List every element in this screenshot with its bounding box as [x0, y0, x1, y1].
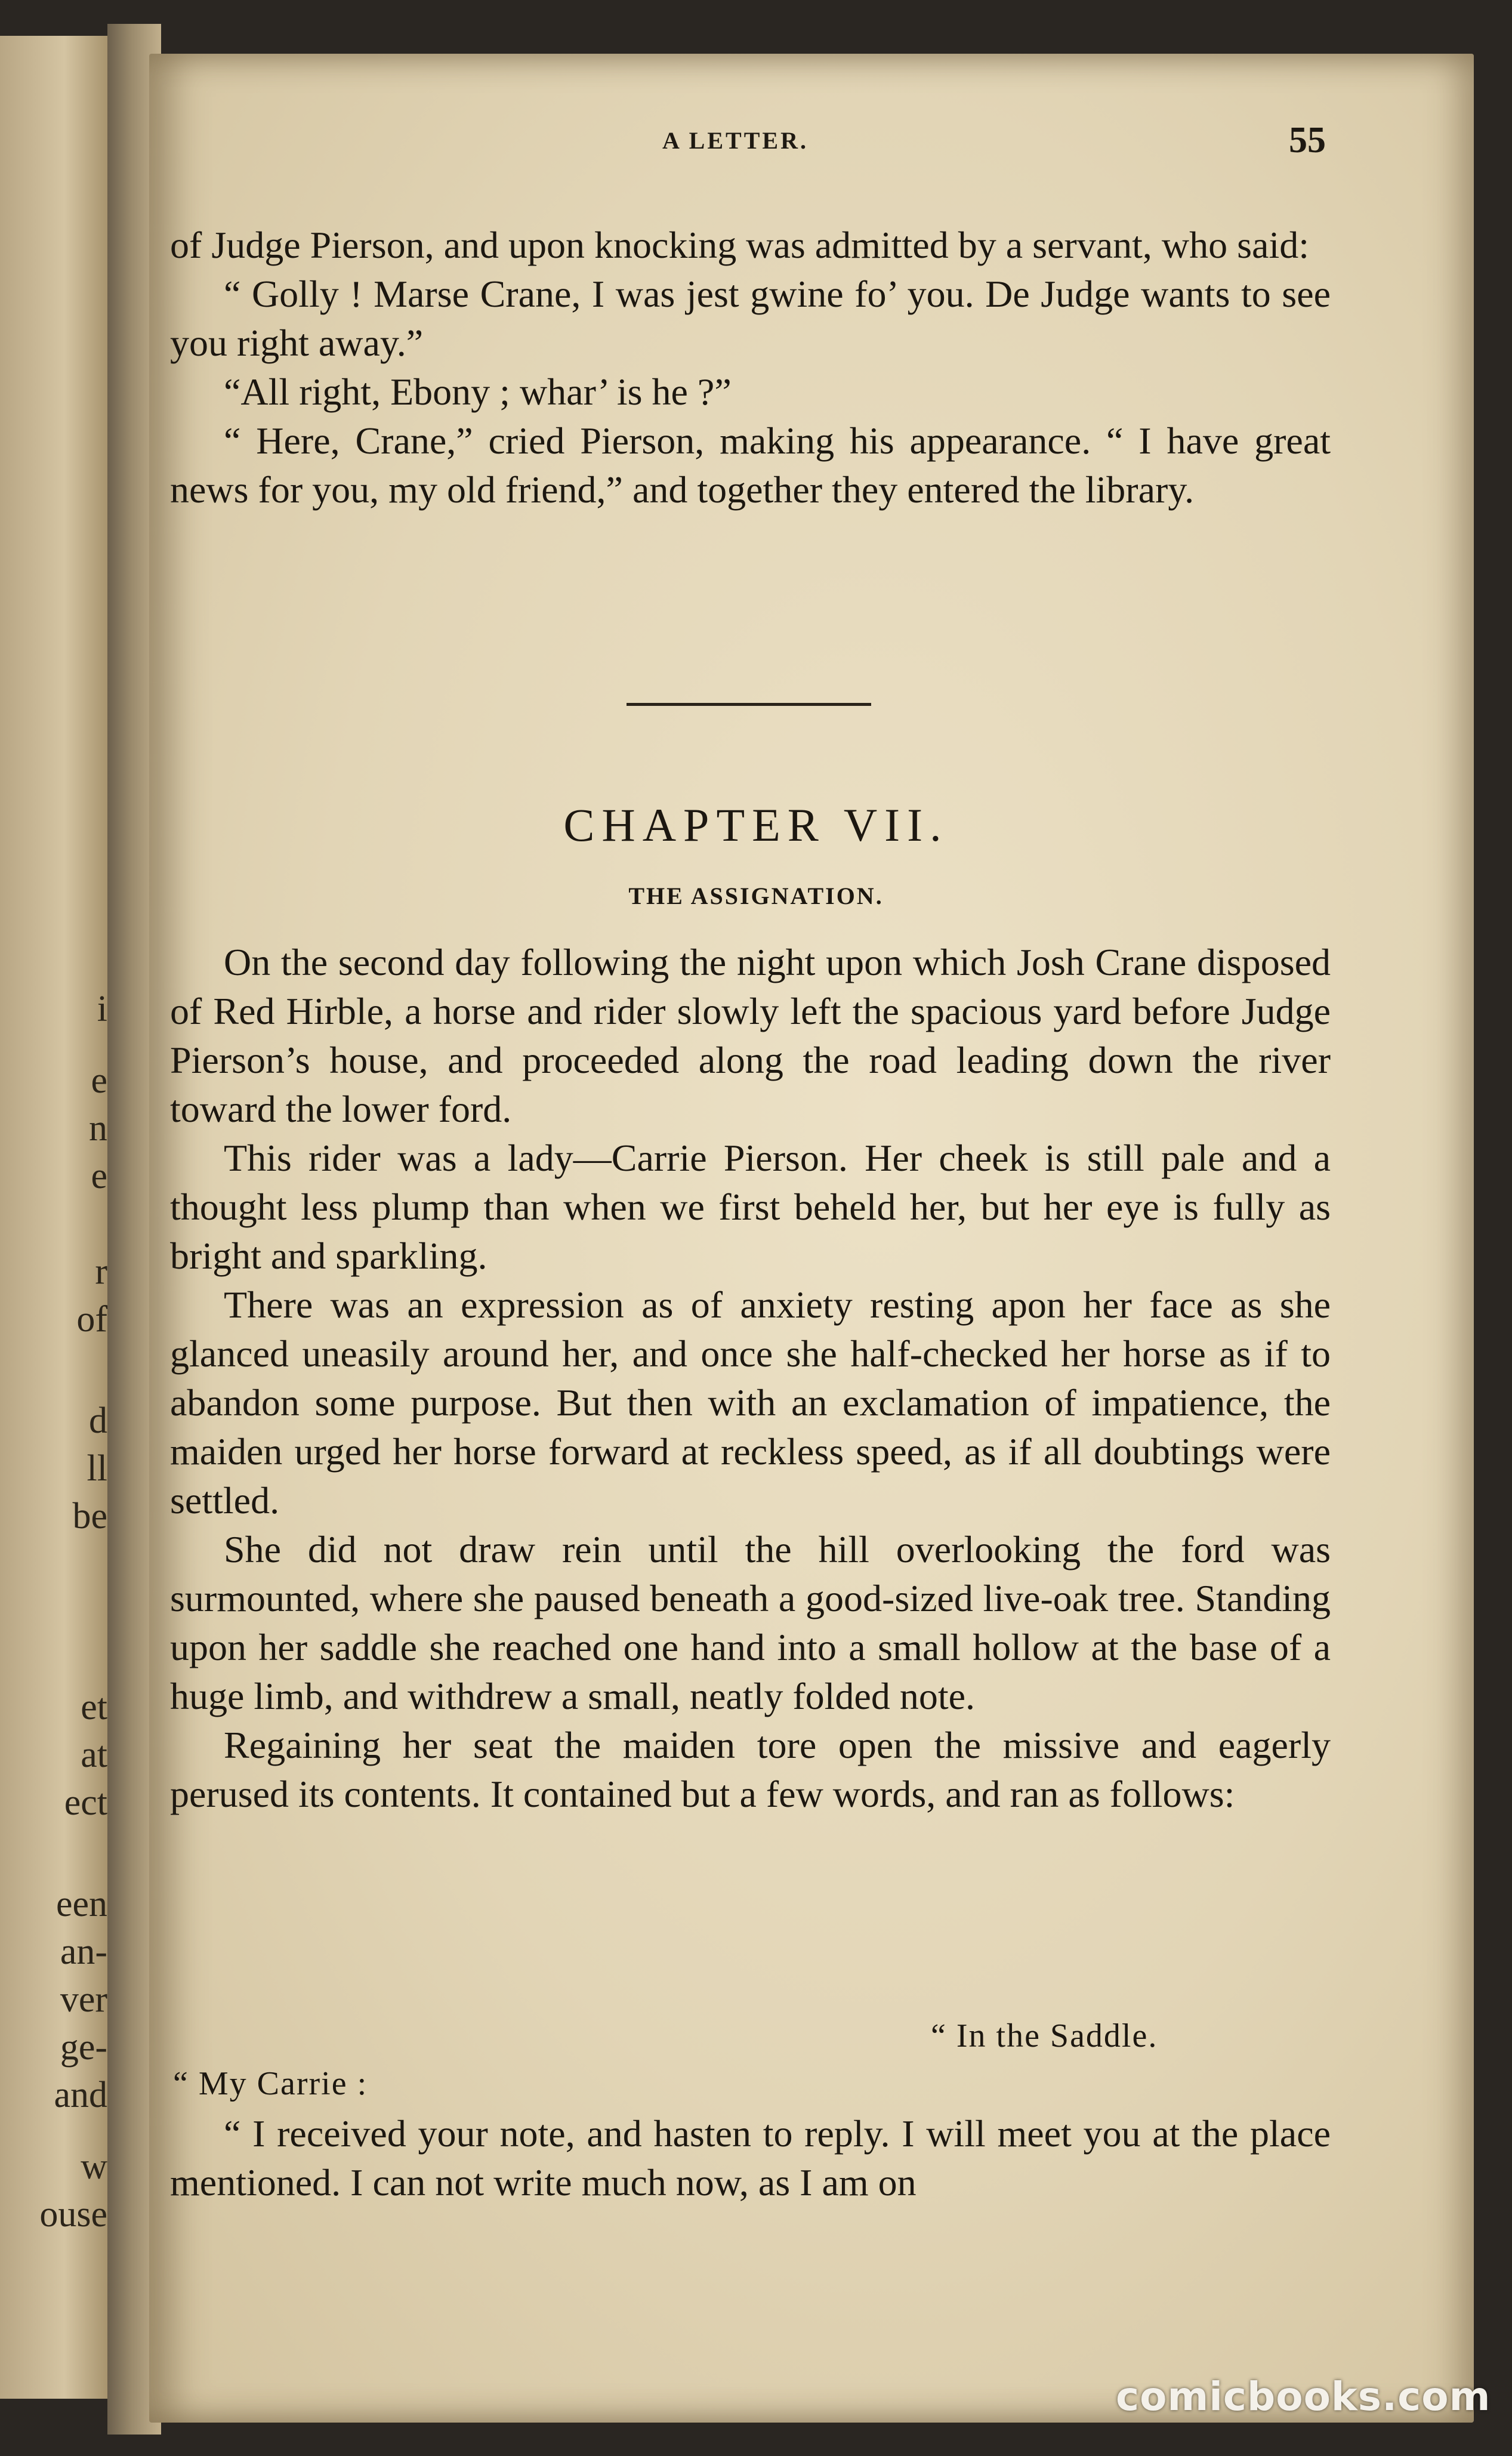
letter-text-block	[170, 2109, 1331, 2207]
facing-page-fragment: n	[89, 1108, 107, 1149]
letter-salutation: “ My Carrie :	[173, 2065, 368, 2102]
page-number: 55	[1289, 120, 1326, 161]
chapter-title: CHAPTER VII.	[563, 799, 949, 851]
facing-page-fragment: et	[81, 1687, 107, 1727]
facing-page-fragment: r	[95, 1251, 107, 1292]
paragraph: There was an expression as of anxiety resting apon her face as she glanced uneasily around her, and once she half-checked her horse as if to abandon some purpose. But then with an exclamation of impatience, the maiden urged her horse forward at reckless speed, as if all doubtings were settled.	[170, 1283, 1331, 1522]
chapter-subtitle: THE ASSIGNATION.	[628, 883, 884, 909]
paragraph: of Judge Pierson, and upon knocking was admitted by a servant, who said:	[170, 224, 1309, 266]
letter-dateline: “ In the Saddle.	[931, 2017, 1158, 2054]
facing-page-fragment: w	[81, 2146, 107, 2187]
facing-page-edge	[0, 36, 107, 2399]
facing-page-fragment: and	[54, 2075, 107, 2115]
section-divider	[627, 703, 871, 706]
paragraph: “All right, Ebony ; whar’ is he ?”	[224, 371, 732, 413]
paragraph: This rider was a lady—Carrie Pierson. Her cheek is still pale and a thought less plump than when we first beheld her, but her eye is fully as bright and sparkling.	[170, 1137, 1331, 1277]
watermark: comicbooks.com	[1116, 2374, 1491, 2420]
opening-text-block	[170, 221, 1331, 514]
facing-page-fragment: ouse	[39, 2194, 107, 2235]
chapter-text-block	[170, 938, 1331, 1819]
facing-page-fragment: ge-	[60, 2027, 107, 2068]
paragraph: She did not draw rein until the hill overlooking the ford was surmounted, where she paused beneath a good-sized live-oak tree. Standing upon her saddle she reached one hand into a small hollow at the base of a huge limb, and withdrew a small, neatly folded note.	[170, 1528, 1331, 1717]
running-head: A LETTER.	[662, 127, 809, 154]
facing-page-fragment: be	[72, 1496, 107, 1536]
facing-page-fragment: of	[76, 1299, 107, 1340]
facing-page-fragment: ll	[87, 1448, 107, 1489]
facing-page-fragment: i	[97, 989, 107, 1029]
facing-page-fragment: e	[91, 1156, 107, 1196]
facing-page-fragment: e	[91, 1060, 107, 1101]
facing-page-fragment: een	[55, 1884, 107, 1924]
paragraph: “ Here, Crane,” cried Pierson, making his appearance. “ I have great news for you, my old friend,” and together they entered the library.	[170, 419, 1331, 511]
facing-page-fragment: d	[89, 1400, 107, 1441]
letter-body: “ I received your note, and hasten to reply. I will meet you at the place mentioned. I can not write much now, as I am on	[170, 2112, 1331, 2204]
paragraph: “ Golly ! Marse Crane, I was jest gwine fo’ you. De Judge wants to see you right away.”	[170, 273, 1331, 364]
facing-page-fragment: at	[81, 1735, 107, 1775]
facing-page-fragment: ect	[64, 1782, 107, 1823]
facing-page-fragment: an-	[60, 1932, 107, 1972]
facing-page-fragment: ver	[60, 1979, 107, 2020]
paragraph: Regaining her seat the maiden tore open the missive and eagerly perused its contents. It contained but a few words, and ran as follows:	[170, 1724, 1331, 1815]
paragraph: On the second day following the night upon which Josh Crane disposed of Red Hirble, a horse and rider slowly left the spacious yard before Judge Pierson’s house, and proceeded along the road leading down the river toward the lower ford.	[170, 941, 1331, 1130]
